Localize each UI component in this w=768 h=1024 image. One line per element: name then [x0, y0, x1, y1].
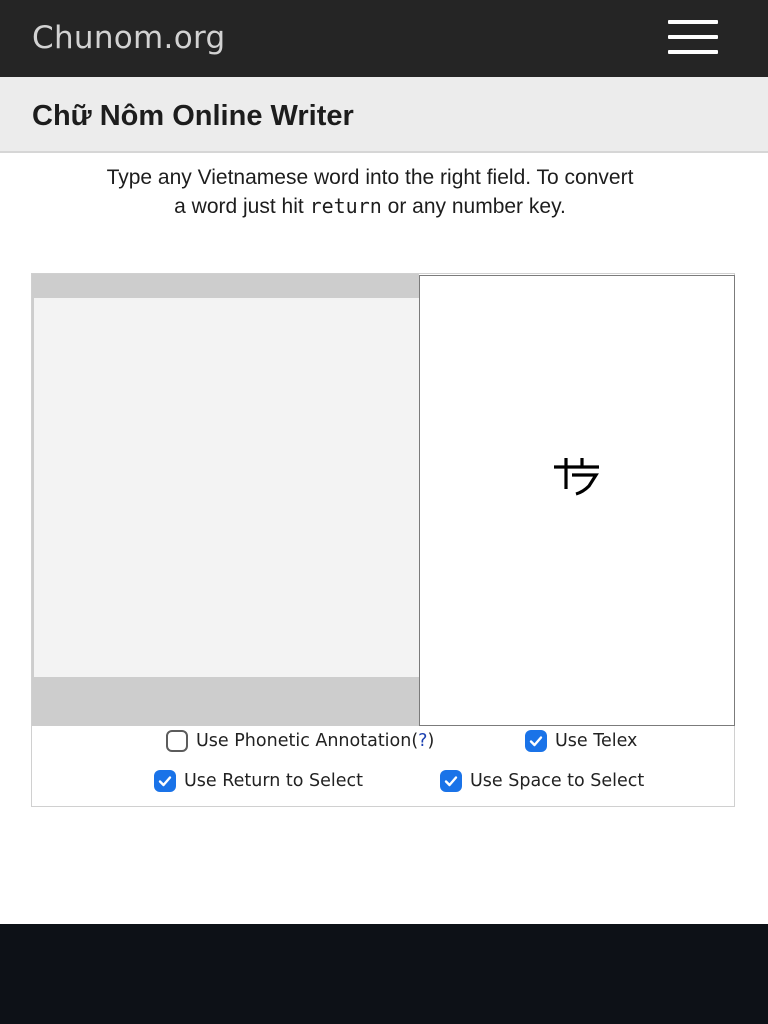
- hamburger-menu-icon: [668, 20, 718, 24]
- writer-editor: [31, 273, 735, 807]
- output-character: [420, 456, 734, 516]
- page-footer: [0, 924, 768, 1024]
- phonetic-annotation-checkbox[interactable]: [166, 730, 188, 752]
- phonetic-help-link[interactable]: ?: [418, 731, 428, 751]
- candidate-pane: [32, 274, 419, 726]
- checkmark-icon: [443, 773, 459, 789]
- instructions-line-2-suffix: or any number key.: [381, 195, 566, 218]
- space-to-select-checkbox[interactable]: [440, 770, 462, 792]
- hamburger-bar: [668, 35, 718, 39]
- return-key-text: return: [309, 194, 382, 218]
- instructions-line-2-prefix: a word just hit: [174, 195, 310, 218]
- space-to-select-option[interactable]: [440, 768, 644, 794]
- hamburger-bar: [668, 50, 718, 54]
- telex-option[interactable]: [525, 728, 637, 754]
- help-open-paren: (: [411, 731, 419, 751]
- phonetic-annotation-label: Use Phonetic Annotation: [196, 731, 412, 751]
- hamburger-menu-button[interactable]: [666, 20, 722, 56]
- top-navbar: [0, 0, 768, 77]
- site-logo-link[interactable]: Chunom.org: [32, 20, 226, 56]
- phonetic-annotation-option[interactable]: [166, 728, 434, 754]
- telex-checkbox[interactable]: [525, 730, 547, 752]
- return-to-select-label: Use Return to Select: [184, 771, 364, 791]
- return-to-select-option[interactable]: [154, 768, 363, 794]
- checkmark-icon: [157, 773, 173, 789]
- checkmark-icon: [528, 733, 544, 749]
- instructions-line-1: Type any Vietnamese word into the right field. To convert: [106, 166, 634, 189]
- title-band: [0, 77, 768, 153]
- instructions-text: [20, 164, 720, 221]
- return-to-select-checkbox[interactable]: [154, 770, 176, 792]
- help-close-paren: ): [427, 731, 435, 751]
- telex-label: Use Telex: [555, 731, 638, 751]
- text-input-field[interactable]: [419, 275, 735, 726]
- candidate-list-area[interactable]: [34, 298, 419, 677]
- nom-character-glyph: [553, 456, 601, 496]
- space-to-select-label: Use Space to Select: [470, 771, 645, 791]
- page-title: Chữ Nôm Online Writer: [32, 100, 354, 132]
